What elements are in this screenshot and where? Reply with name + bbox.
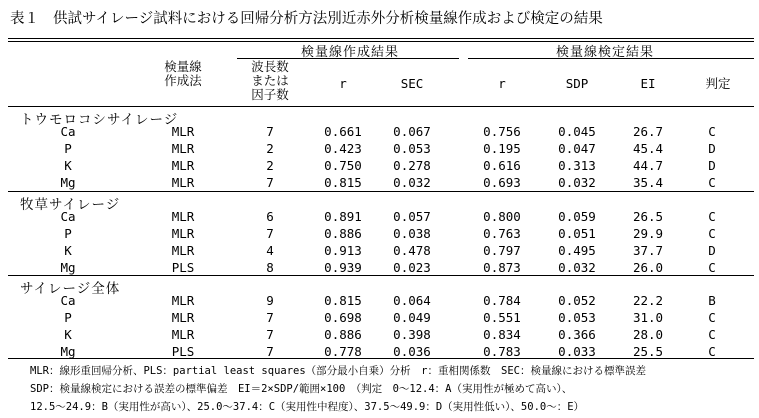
- header-sec: SEC: [400, 76, 424, 91]
- cell-sec: 0.064: [393, 293, 431, 308]
- cell-factor-count: 6: [266, 209, 274, 224]
- cell-item: P: [64, 141, 72, 156]
- cell-sec: 0.032: [393, 175, 431, 190]
- cell-sdp: 0.045: [558, 124, 596, 139]
- cell-item: K: [64, 327, 72, 342]
- cell-factor-count: 7: [266, 344, 274, 359]
- cell-r: 0.891: [324, 209, 362, 224]
- cell-r: 0.815: [324, 175, 362, 190]
- cell-sdp: 0.053: [558, 310, 596, 325]
- section-rule: [8, 275, 754, 276]
- cell-judgement: C: [708, 327, 716, 342]
- cell-validation-r: 0.800: [483, 209, 521, 224]
- cell-ei: 29.9: [632, 226, 664, 241]
- cell-ei: 35.4: [632, 175, 664, 190]
- cell-ei: 22.2: [632, 293, 664, 308]
- table-caption: [10, 7, 603, 28]
- table-notes: [30, 362, 755, 416]
- header-method-line-2: 作成法: [164, 73, 202, 88]
- section-rule: [8, 191, 754, 192]
- cell-ei: 31.0: [632, 310, 664, 325]
- cell-method: MLR: [171, 243, 195, 258]
- cell-validation-r: 0.784: [483, 293, 521, 308]
- cell-factor-count: 4: [266, 243, 274, 258]
- cell-factor-count: 9: [266, 293, 274, 308]
- cell-r: 0.423: [324, 141, 362, 156]
- cell-judgement: C: [708, 175, 716, 190]
- cell-validation-r: 0.551: [483, 310, 521, 325]
- header-bottom-rule: [8, 106, 754, 107]
- cell-sdp: 0.366: [558, 327, 596, 342]
- cell-sec: 0.278: [393, 158, 431, 173]
- cell-method: MLR: [171, 310, 195, 325]
- cell-sdp: 0.059: [558, 209, 596, 224]
- section-label: サイレージ全体: [20, 281, 121, 297]
- cell-sec: 0.067: [393, 124, 431, 139]
- cell-sdp: 0.032: [558, 175, 596, 190]
- cell-r: 0.815: [324, 293, 362, 308]
- cell-method: MLR: [171, 141, 195, 156]
- cell-r: 0.939: [324, 260, 362, 275]
- cell-sdp: 0.032: [558, 260, 596, 275]
- cell-factor-count: 2: [266, 141, 274, 156]
- header-wavelengths-line-3: 因子数: [251, 87, 289, 102]
- cell-method: PLS: [171, 260, 195, 275]
- header-wavelengths-line-2: または: [251, 73, 289, 88]
- cell-validation-r: 0.616: [483, 158, 521, 173]
- cell-item: Mg: [60, 260, 76, 275]
- cell-judgement: D: [708, 243, 716, 258]
- cell-validation-r: 0.763: [483, 226, 521, 241]
- cell-sdp: 0.033: [558, 344, 596, 359]
- cell-method: MLR: [171, 293, 195, 308]
- cell-judgement: C: [708, 209, 716, 224]
- header-ei: EI: [640, 76, 656, 91]
- cell-item: Ca: [60, 124, 76, 139]
- cell-item: K: [64, 158, 72, 173]
- cell-sdp: 0.495: [558, 243, 596, 258]
- cell-factor-count: 7: [266, 310, 274, 325]
- bottom-rule: [8, 358, 754, 359]
- cell-judgement: C: [708, 226, 716, 241]
- cell-ei: 44.7: [632, 158, 664, 173]
- cell-item: Ca: [60, 209, 76, 224]
- cell-sec: 0.053: [393, 141, 431, 156]
- cell-validation-r: 0.195: [483, 141, 521, 156]
- cell-ei: 37.7: [632, 243, 664, 258]
- cell-item: P: [64, 226, 72, 241]
- cell-method: MLR: [171, 209, 195, 224]
- cell-sec: 0.057: [393, 209, 431, 224]
- cell-ei: 28.0: [632, 327, 664, 342]
- cell-validation-r: 0.873: [483, 260, 521, 275]
- caption-title: 供試サイレージ試料における回帰分析方法別近赤外分析検量線作成および検定の結果: [53, 11, 603, 27]
- header-method-line-1: 検量線: [164, 59, 202, 74]
- note-line-2: SDP：検量線検定における誤差の標準偏差 EI＝2×SDP/範囲×100 （判定 0～12.4：A（実用性が極めて高い）、: [30, 383, 573, 395]
- cell-factor-count: 8: [266, 260, 274, 275]
- cell-sec: 0.036: [393, 344, 431, 359]
- cell-item: Mg: [60, 344, 76, 359]
- header-validation-r: r: [498, 76, 506, 91]
- cell-r: 0.886: [324, 226, 362, 241]
- cell-judgement: C: [708, 310, 716, 325]
- cell-factor-count: 2: [266, 158, 274, 173]
- cell-ei: 25.5: [632, 344, 664, 359]
- cell-item: Ca: [60, 293, 76, 308]
- cell-r: 0.698: [324, 310, 362, 325]
- cell-method: MLR: [171, 175, 195, 190]
- cell-sec: 0.038: [393, 226, 431, 241]
- cell-r: 0.750: [324, 158, 362, 173]
- header-judgement: 判定: [705, 76, 731, 91]
- cell-sec: 0.478: [393, 243, 431, 258]
- cell-item: P: [64, 310, 72, 325]
- cell-method: MLR: [171, 226, 195, 241]
- validation-group-rule: [468, 58, 754, 59]
- header-wavelengths: [251, 60, 289, 102]
- cell-sdp: 0.047: [558, 141, 596, 156]
- cell-r: 0.886: [324, 327, 362, 342]
- header-wavelengths-line-1: 波長数: [251, 59, 289, 74]
- cell-sec: 0.049: [393, 310, 431, 325]
- cell-sdp: 0.051: [558, 226, 596, 241]
- cell-sec: 0.023: [393, 260, 431, 275]
- cell-validation-r: 0.693: [483, 175, 521, 190]
- group-header-creation: 検量線作成結果: [300, 45, 400, 60]
- section-label: トウモロコシサイレージ: [20, 112, 179, 128]
- cell-item: K: [64, 243, 72, 258]
- cell-method: MLR: [171, 327, 195, 342]
- cell-method: MLR: [171, 158, 195, 173]
- cell-validation-r: 0.756: [483, 124, 521, 139]
- cell-ei: 26.5: [632, 209, 664, 224]
- cell-judgement: C: [708, 260, 716, 275]
- caption-label: 表１: [10, 11, 39, 27]
- cell-judgement: D: [708, 158, 716, 173]
- cell-r: 0.913: [324, 243, 362, 258]
- cell-sdp: 0.052: [558, 293, 596, 308]
- header-method: [164, 60, 202, 88]
- cell-ei: 45.4: [632, 141, 664, 156]
- header-r: r: [339, 76, 347, 91]
- cell-judgement: D: [708, 141, 716, 156]
- section-label: 牧草サイレージ: [20, 197, 121, 213]
- note-line-1: MLR：線形重回帰分析、PLS：partial least squares（部分最小自乗）分析 r：重相関係数 SEC：検量線における標準誤差: [30, 365, 646, 377]
- cell-r: 0.778: [324, 344, 362, 359]
- cell-item: Mg: [60, 175, 76, 190]
- cell-ei: 26.7: [632, 124, 664, 139]
- header-sdp: SDP: [565, 76, 589, 91]
- group-header-validation: 検量線検定結果: [555, 45, 655, 60]
- cell-method: PLS: [171, 344, 195, 359]
- cell-factor-count: 7: [266, 226, 274, 241]
- cell-factor-count: 7: [266, 124, 274, 139]
- cell-judgement: C: [708, 344, 716, 359]
- cell-judgement: C: [708, 124, 716, 139]
- cell-validation-r: 0.834: [483, 327, 521, 342]
- cell-method: MLR: [171, 124, 195, 139]
- cell-judgement: B: [708, 293, 716, 308]
- cell-factor-count: 7: [266, 175, 274, 190]
- cell-r: 0.661: [324, 124, 362, 139]
- note-line-3: 12.5～24.9：B（実用性が高い）、25.0～37.4：C（実用性中程度）、37.5～49.9：D（実用性低い）、50.0～：E）: [30, 401, 585, 413]
- cell-ei: 26.0: [632, 260, 664, 275]
- cell-validation-r: 0.783: [483, 344, 521, 359]
- cell-sec: 0.398: [393, 327, 431, 342]
- cell-validation-r: 0.797: [483, 243, 521, 258]
- cell-factor-count: 7: [266, 327, 274, 342]
- cell-sdp: 0.313: [558, 158, 596, 173]
